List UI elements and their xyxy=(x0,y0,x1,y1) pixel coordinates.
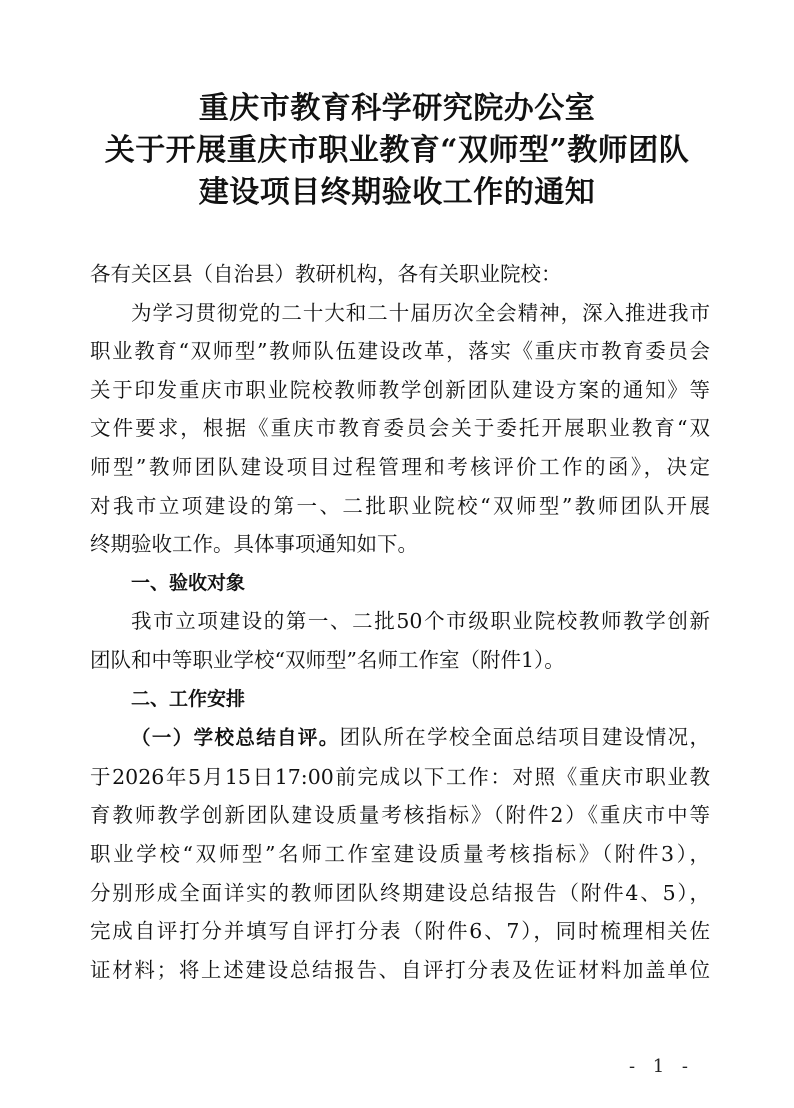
title-line-3: 建设项目终期验收工作的通知 xyxy=(198,175,596,210)
title-line-1: 重庆市教育科学研究院办公室 xyxy=(198,91,596,126)
intro-line: 终期验收工作。具体事项通知如下。 xyxy=(90,532,418,557)
intro-line: 文件要求，根据《重庆市教育委员会关于委托开展职业教育“双 xyxy=(90,416,710,441)
section-2-line: 证材料；将上述建设总结报告、自评打分表及佐证材料加盖单位 xyxy=(90,957,710,982)
section-2-line: 团队所在学校全面总结项目建设情况， xyxy=(339,725,710,750)
page-number: - 1 - xyxy=(628,1056,694,1077)
section-2-line: 育教师教学创新团队建设质量考核指标》（附件2）《重庆市中等 xyxy=(90,803,710,828)
section-2-heading: 二、工作安排 xyxy=(131,687,246,710)
title-line-2: 关于开展重庆市职业教育“双师型”教师团队 xyxy=(104,133,690,168)
section-1-line: 团队和中等职业学校“双师型”名师工作室（附件1）。 xyxy=(90,647,565,672)
section-2-line: 分别形成全面详实的教师团队终期建设总结报告（附件4、5）， xyxy=(90,880,710,905)
section-2-line: 于2026年5月15日17:00前完成以下工作：对照《重庆市职业教 xyxy=(90,764,710,789)
subsection-label: （一）学校总结自评。 xyxy=(131,726,340,750)
section-2-line: 完成自评打分并填写自评打分表（附件6、7），同时梳理相关佐 xyxy=(90,919,710,944)
document-title xyxy=(0,88,794,214)
intro-line: 师型”教师团队建设项目过程管理和考核评价工作的函》，决定 xyxy=(90,454,710,479)
salutation: 各有关区县（自治县）教研机构，各有关职业院校： xyxy=(90,262,562,286)
section-2-first-line xyxy=(90,718,710,758)
intro-line: 对我市立项建设的第一、二批职业院校“双师型”教师团队开展 xyxy=(90,493,710,518)
intro-line: 关于印发重庆市职业院校教师教学创新团队建设方案的通知》等 xyxy=(90,377,710,402)
document-body xyxy=(90,255,710,989)
intro-line: 职业教育“双师型”教师队伍建设改革，落实《重庆市教育委员会 xyxy=(90,339,710,364)
intro-line: 为学习贯彻党的二十大和二十届历次全会精神，深入推进我市 xyxy=(131,300,710,325)
section-2-line: 职业学校“双师型”名师工作室建设质量考核指标》（附件3）， xyxy=(90,841,710,866)
section-1-heading: 一、验收对象 xyxy=(131,571,246,594)
section-1-line: 我市立项建设的第一、二批50个市级职业院校教师教学创新 xyxy=(131,609,710,634)
